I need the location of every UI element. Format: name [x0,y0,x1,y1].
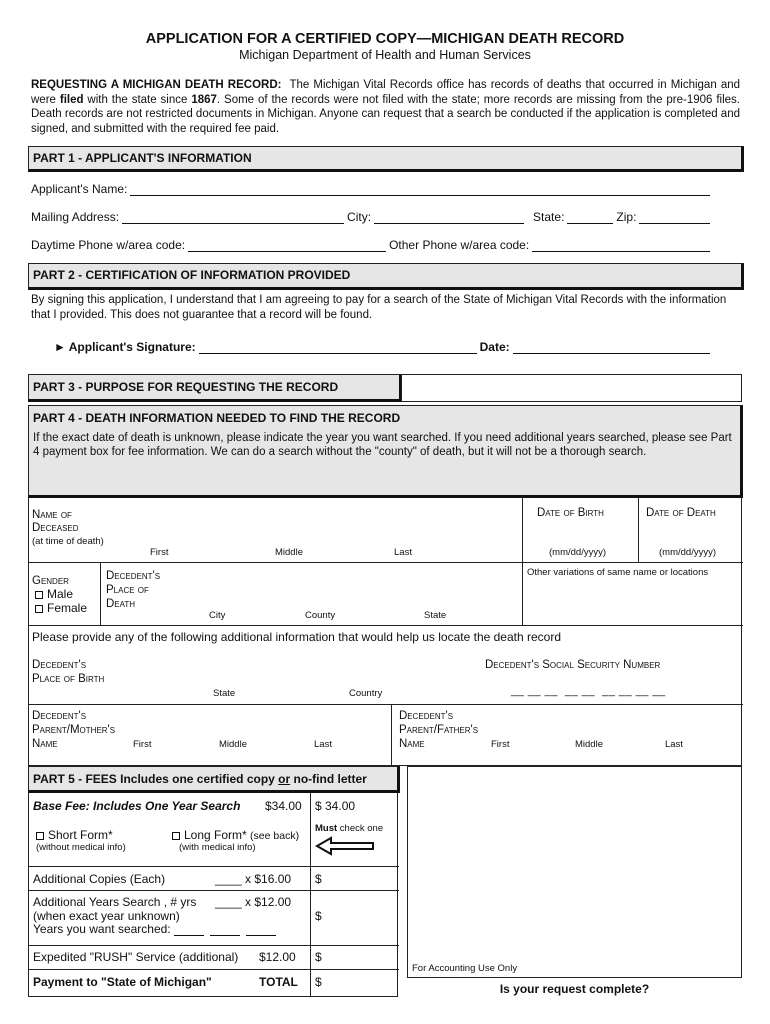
form-subtitle: Michigan Department of Health and Human Services [239,48,531,62]
certification-text: By signing this application, I understand that I am agreeing to pay for a search of the State of Michigan Vital Records with the information that I provided. This does not guarantee that a record will be found. [31,294,727,321]
years-searched-row [33,922,279,936]
additional-years-amount[interactable]: $ [315,909,322,923]
mother-label-1: Decedent's [32,710,87,722]
part3-header: PART 3 - PURPOSE FOR REQUESTING THE RECORD [28,374,402,402]
signature-row [54,340,713,354]
intro-paragraph [31,78,740,136]
intro-filed: filed [59,93,84,106]
rush-amount[interactable]: $ [315,950,322,964]
deceased-label: Deceased [32,522,79,534]
place-of-death-field[interactable] [169,573,519,607]
payment-label: Payment to "State of Michigan" [33,975,212,989]
additional-years-note: (when exact year unknown) [33,909,180,923]
city-label: City: [347,210,372,224]
dob-label: Date of Birth [537,507,604,519]
zip-label: Zip: [616,210,637,224]
must-label: Must [315,823,338,834]
additional-copies-price[interactable]: ____ x $16.00 [215,872,292,886]
short-form-option[interactable] [36,828,113,842]
father-middle-sublabel: Middle [575,739,603,750]
birth-place-label-1: Decedent's [32,659,87,671]
intro-text-2: with the state since [87,93,188,106]
short-form-label: Short Form* [48,828,113,842]
base-fee-amount: $ 34.00 [315,799,356,813]
place-of-death-label-2: Place of [106,584,149,596]
dod-format: (mm/dd/yyyy) [659,547,716,558]
mailing-address-row [31,210,713,224]
total-amount[interactable]: $ [315,975,322,989]
first-label: First [150,547,169,558]
part5-header-suffix: no-find letter [290,772,367,786]
dob-field[interactable] [527,520,633,546]
intro-text-1: The Michigan Vital Records office has records of deaths that occurred in Michigan and were [31,79,741,106]
state-sublabel: State [424,610,447,621]
female-checkbox[interactable] [35,605,43,613]
father-label-3: Name [399,738,425,750]
year-field-1[interactable] [174,924,204,936]
intro-year: 1867 [191,93,217,106]
date-field[interactable] [513,342,710,354]
ssn-label: Decedent's Social Security Number [485,659,661,671]
year-field-3[interactable] [246,924,276,936]
father-first-sublabel: First [491,739,510,750]
request-complete-question: Is your request complete? [499,982,650,996]
intro-text-3: . Some of the records were not filed with the state; more records are missing from the pre-1906 files. Death records are not restricted documents in Michigan. Anyone can request that a search be conducted if the application is completed and signed, and submitted with the required fee paid. [31,93,740,135]
rush-price: $12.00 [259,950,296,964]
short-form-checkbox[interactable] [36,832,44,840]
birth-state-sublabel: State [213,688,236,699]
other-phone-field[interactable] [532,240,710,252]
part4-box [28,405,743,498]
place-of-death-label-1: Decedent's [106,570,161,582]
long-form-see-back: (see back) [250,830,300,842]
phone-row [31,238,713,252]
fees-table [28,793,398,997]
left-arrow-icon [315,836,377,856]
applicant-name-field[interactable] [130,184,710,196]
dob-format: (mm/dd/yyyy) [549,547,606,558]
base-fee-price: $34.00 [265,799,302,813]
dod-field[interactable] [642,520,740,546]
additional-years-price[interactable]: ____ x $12.00 [215,895,292,909]
father-label-2: Parent/Father's [399,724,479,736]
other-variations-label: Other variations of same name or locations [527,567,709,578]
male-option[interactable] [35,587,73,601]
must-check-one [315,823,383,834]
birth-place-label-2: Place of Birth [32,673,105,685]
mother-name-field[interactable] [129,712,387,736]
city-sublabel: City [209,610,226,621]
purpose-field[interactable] [401,374,742,402]
other-variations-field[interactable] [527,580,739,622]
middle-label: Middle [275,547,303,558]
long-form-checkbox[interactable] [172,832,180,840]
part5-header-prefix: PART 5 - FEES Includes one certified copy [33,772,279,786]
gender-label: Gender [32,575,69,587]
rush-label: Expedited "RUSH" Service (additional) [33,950,239,964]
total-label: TOTAL [259,975,298,989]
father-label-1: Decedent's [399,710,454,722]
form-title: APPLICATION FOR A CERTIFIED COPY—MICHIGAN DEATH RECORD [145,31,625,47]
mailing-address-label: Mailing Address: [31,210,120,224]
last-label: Last [394,547,412,558]
base-fee-label: Base Fee: Includes One Year Search [33,799,241,813]
check-one-label: check one [337,823,384,834]
signature-label: ► Applicant's Signature: [54,340,196,354]
father-last-sublabel: Last [665,739,683,750]
state-label: State: [533,210,565,224]
additional-copies-amount[interactable]: $ [315,872,322,886]
intro-lead: REQUESTING A MICHIGAN DEATH RECORD: [31,79,282,91]
ssn-field[interactable]: __ __ __ __ __ __ __ __ __ [511,685,666,697]
part2-header: PART 2 - CERTIFICATION OF INFORMATION PROVIDED [28,263,744,290]
mother-first-sublabel: First [133,739,152,750]
accounting-label: For Accounting Use Only [412,963,518,974]
county-sublabel: County [305,610,336,621]
city-field[interactable] [374,212,524,224]
part4-text: If the exact date of death is unknown, please indicate the year you want searched. If you need additional years searched, please see Part 4 payment box for fee information. We can do a search without the "county" of death, but it will not be a thorough search. [33,432,732,458]
male-checkbox[interactable] [35,591,43,599]
state-field[interactable] [567,212,613,224]
mother-middle-sublabel: Middle [219,739,247,750]
daytime-phone-label: Daytime Phone w/area code: [31,238,186,252]
applicant-name-row [31,182,713,196]
male-label: Male [47,587,74,601]
place-of-death-label-3: Death [106,598,136,610]
death-info-grid [28,498,742,766]
part1-header: PART 1 - APPLICANT'S INFORMATION [28,146,744,172]
mother-last-sublabel: Last [314,739,332,750]
mother-label-2: Parent/Mother's [32,724,116,736]
part4-header: PART 4 - DEATH INFORMATION NEEDED TO FIND THE RECORD [33,411,401,425]
female-option[interactable] [35,601,87,615]
long-form-note: (with medical info) [179,842,256,853]
date-label: Date: [479,340,510,354]
birth-place-field[interactable] [129,658,389,684]
long-form-label: Long Form* [184,828,247,842]
zip-field[interactable] [639,212,710,224]
part5-header [28,766,400,793]
mailing-address-field[interactable] [122,212,344,224]
years-searched-label: Years you want searched: [33,922,171,936]
female-label: Female [47,601,88,615]
mother-label-3: Name [32,738,58,750]
father-name-field[interactable] [489,712,739,736]
name-of-label: Name of [32,509,72,521]
deceased-name-field[interactable] [139,516,519,546]
at-time-label: (at time of death) [32,536,104,547]
applicant-name-label: Applicant's Name: [31,182,128,196]
additional-copies-label: Additional Copies (Each) [33,872,166,886]
signature-field[interactable] [199,342,477,354]
long-form-option[interactable] [172,828,299,842]
year-field-2[interactable] [210,924,240,936]
short-form-note: (without medical info) [36,842,126,853]
accounting-box [407,766,742,978]
part5-header-or: or [278,772,291,786]
additional-info-text: Please provide any of the following additional information that would help us locate the death record [32,630,562,644]
other-phone-label: Other Phone w/area code: [389,238,530,252]
dod-label: Date of Death [646,507,716,519]
daytime-phone-field[interactable] [188,240,386,252]
additional-years-label: Additional Years Search , # yrs [33,895,197,909]
birth-country-sublabel: Country [349,688,383,699]
